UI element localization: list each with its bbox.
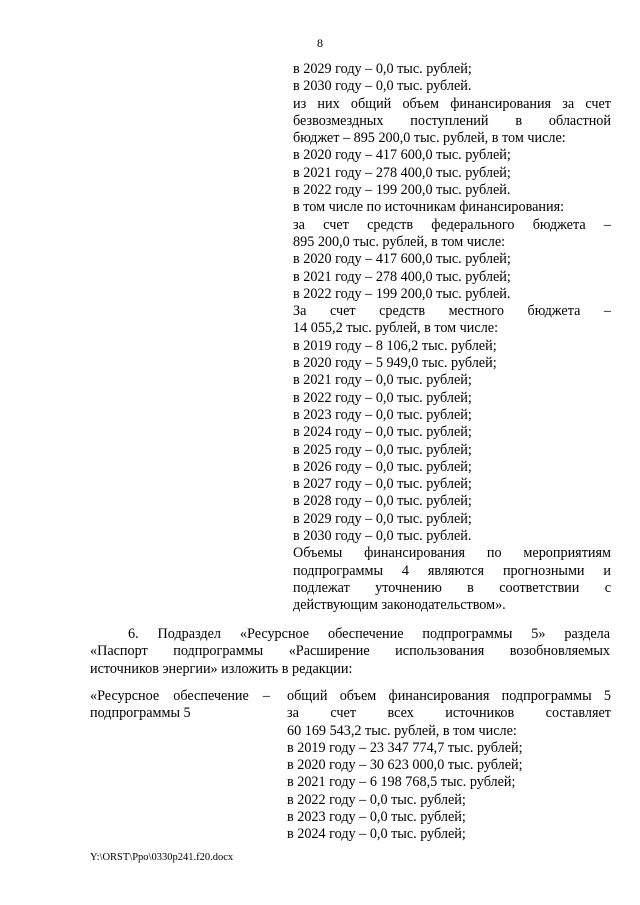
funding-line: безвозмездных поступлений в областной bbox=[293, 112, 611, 129]
section-6-line: «Паспорт подпрограммы «Расширение использования возобновляемых bbox=[90, 643, 610, 660]
funding-line: в 2022 году – 199 200,0 тыс. рублей. bbox=[293, 182, 511, 199]
funding-line: в 2023 году – 0,0 тыс. рублей; bbox=[293, 406, 472, 423]
funding-line: подлежат уточнению в соответствии с bbox=[293, 579, 611, 596]
funding-line: в 2020 году – 417 600,0 тыс. рублей; bbox=[293, 251, 511, 268]
section-6-line: источников энергии» изложить в редакции: bbox=[90, 660, 353, 677]
table-left-cell bbox=[90, 688, 270, 723]
funding-line: из них общий объем финансирования за счет bbox=[293, 95, 611, 112]
table-right-line: 60 169 543,2 тыс. рублей, в том числе: bbox=[287, 722, 517, 739]
table-right-line: в 2019 году – 23 347 774,7 тыс. рублей; bbox=[287, 739, 523, 756]
funding-line: в том числе по источникам финансирования: bbox=[293, 199, 565, 216]
table-right-cell bbox=[287, 688, 611, 844]
funding-line: в 2020 году – 417 600,0 тыс. рублей; bbox=[293, 147, 511, 164]
funding-line: 14 055,2 тыс. рублей, в том числе: bbox=[293, 320, 499, 337]
funding-line: в 2030 году – 0,0 тыс. рублей. bbox=[293, 78, 472, 95]
table-right-line: в 2023 году – 0,0 тыс. рублей; bbox=[287, 809, 466, 826]
funding-line: подпрограммы 4 являются прогнозными и bbox=[293, 562, 611, 579]
funding-line: в 2027 году – 0,0 тыс. рублей; bbox=[293, 476, 472, 493]
funding-line: в 2021 году – 278 400,0 тыс. рублей; bbox=[293, 268, 511, 285]
funding-line: Объемы финансирования по мероприятиям bbox=[293, 545, 611, 562]
funding-line: за счет средств федерального бюджета – bbox=[293, 216, 611, 233]
funding-line: в 2025 году – 0,0 тыс. рублей; bbox=[293, 441, 472, 458]
funding-line: в 2020 году – 5 949,0 тыс. рублей; bbox=[293, 355, 497, 372]
funding-line: действующим законодательством». bbox=[293, 597, 506, 614]
funding-line: 895 200,0 тыс. рублей, в том числе: bbox=[293, 233, 506, 250]
table-right-line: в 2022 году – 0,0 тыс. рублей; bbox=[287, 791, 466, 808]
section-6-line: 6. Подраздел «Ресурсное обеспечение подпрограммы 5» раздела bbox=[128, 626, 610, 642]
section-6-paragraph bbox=[90, 626, 610, 678]
table-right-line: в 2020 году – 30 623 000,0 тыс. рублей; bbox=[287, 757, 523, 774]
funding-line: в 2030 году – 0,0 тыс. рублей. bbox=[293, 528, 472, 545]
table-left-line: подпрограммы 5 bbox=[90, 705, 191, 722]
funding-line: в 2024 году – 0,0 тыс. рублей; bbox=[293, 424, 472, 441]
funding-line: За счет средств местного бюджета – bbox=[293, 303, 611, 320]
table-right-line: общий объем финансирования подпрограммы 5 bbox=[287, 688, 611, 704]
funding-line: в 2021 году – 0,0 тыс. рублей; bbox=[293, 372, 472, 389]
funding-line: в 2022 году – 199 200,0 тыс. рублей. bbox=[293, 285, 511, 302]
table-right-line: за счет всех источников составляет bbox=[287, 705, 611, 722]
funding-line: в 2021 году – 278 400,0 тыс. рублей; bbox=[293, 164, 511, 181]
funding-line: бюджет – 895 200,0 тыс. рублей, в том числе: bbox=[293, 130, 566, 147]
table-right-line: в 2021 году – 6 198 768,5 тыс. рублей; bbox=[287, 774, 516, 791]
funding-line: в 2029 году – 0,0 тыс. рублей; bbox=[293, 510, 472, 527]
funding-line: в 2019 году – 8 106,2 тыс. рублей; bbox=[293, 337, 497, 354]
funding-continuation-block bbox=[293, 61, 611, 615]
funding-line: в 2029 году – 0,0 тыс. рублей; bbox=[293, 61, 472, 77]
funding-line: в 2026 году – 0,0 тыс. рублей; bbox=[293, 458, 472, 475]
funding-line: в 2022 году – 0,0 тыс. рублей; bbox=[293, 389, 472, 406]
funding-line: в 2028 году – 0,0 тыс. рублей; bbox=[293, 493, 472, 510]
file-path-footer: Y:\ORST\Ppo\0330p241.f20.docx bbox=[90, 852, 234, 863]
table-right-line: в 2024 году – 0,0 тыс. рублей; bbox=[287, 826, 466, 843]
table-left-line: «Ресурсное обеспечение – bbox=[90, 688, 270, 704]
page-number: 8 bbox=[317, 36, 323, 50]
